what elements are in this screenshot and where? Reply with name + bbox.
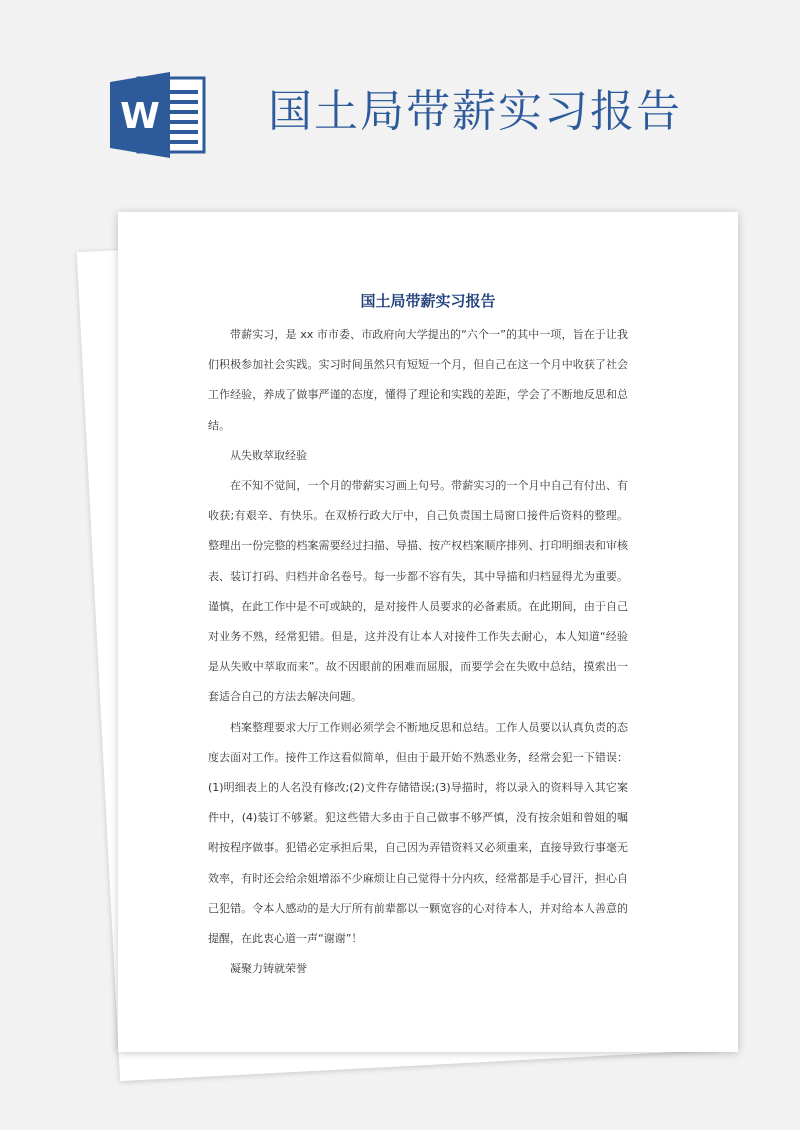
section-heading-1: 从失败萃取经验 — [230, 448, 307, 462]
document-page — [118, 212, 738, 1052]
document-title: 国土局带薪实习报告 — [360, 292, 496, 310]
section-heading-2: 凝聚力铸就荣誉 — [230, 962, 307, 976]
page-title: 国土局带薪实习报告 — [268, 86, 682, 137]
paragraph-reflection: 档案整理要求大厅工作则必须学会不断地反思和总结。工作人员要以认真负责的态度去面对工作。接件工作这看似简单，但由于最开始不熟悉业务，经常会犯一下错误：(1)明细表上的人名没有修改;(2)文件存储错误;(3)导描时，将以录入的资料导入其它案件中，(4)装订不够紧。犯这些错大多由于自己做事不够严慎，没有按余姐和曾姐的嘱咐按程序做事。犯错必定承担后果，自己因为弄错资料又必须重来，直接导致行事毫无效率，有时还会给余姐增添不少麻烦让自己觉得十分内疚，经常都是手心冒汗，担心自己犯错。令本人感动的是大厅所有前辈都以一颗宽容的心对待本人，并对给本人善意的提醒，在此衷心道一声“谢谢”！ — [208, 720, 628, 946]
word-icon-letter: W — [120, 96, 160, 137]
paragraph-intro: 带薪实习，是 xx 市市委、市政府向大学提出的“六个一”的其中一项，旨在于让我们积极参加社会实践。实习时间虽然只有短短一个月，但自己在这一个月中收获了社会工作经验，养成了做事严谨的态度，懂得了理论和实践的差距，学会了不断地反思和总结。 — [208, 328, 628, 432]
paragraph-experience: 在不知不觉间，一个月的带薪实习画上句号。带薪实习的一个月中自己有付出、有收获;有艰辛、有快乐。在双桥行政大厅中，自己负责国土局窗口接件后资料的整理。整理出一份完整的档案需要经过扫描、导描、按产权档案顺序排列、打印明细表和审核表、装订打码、归档并命名卷号。每一步都不容有失，其中导描和归档显得尤为重要。谨慎，在此工作中是不可或缺的，是对接件人员要求的必备素质。在此期间，由于自己对业务不熟，经常犯错。但是，这并没有让本人对接件工作失去耐心，本人知道“经验是从失败中萃取而来”。故不因眼前的困难而屈服，而要学会在失败中总结，摸索出一套适合自己的方法去解决问题。 — [208, 479, 628, 704]
document-body — [208, 320, 628, 984]
word-icon — [110, 70, 210, 160]
